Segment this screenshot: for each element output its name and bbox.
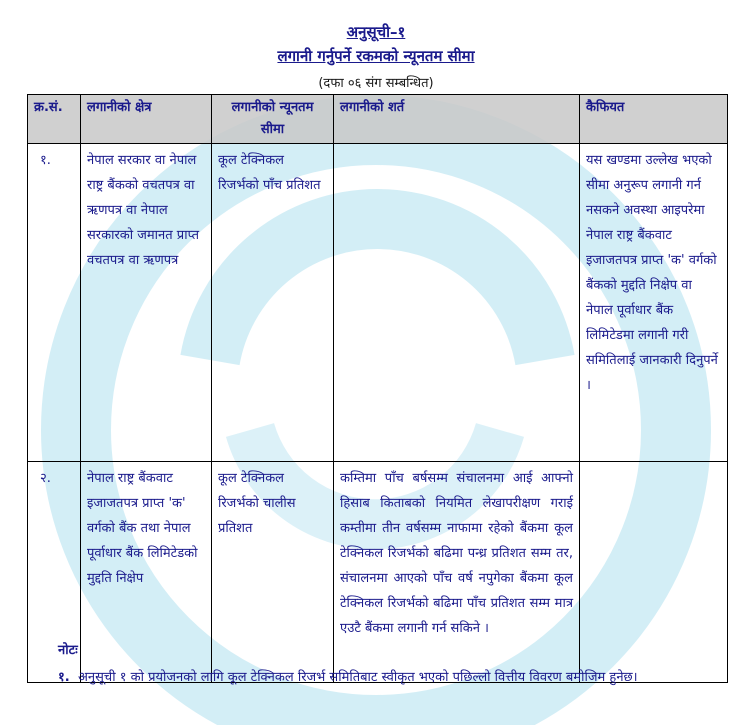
cell-sector: नेपाल सरकार वा नेपाल राष्ट्र बैंकको वचतपत्र वा ऋणपत्र वा नेपाल सरकारको जमानत प्राप्त वचतपत्र वा ऋणपत्र bbox=[81, 144, 212, 462]
section-reference: (दफा ०६ संग सम्बन्धित) bbox=[318, 76, 434, 91]
cell-min-limit: कूल टेक्निकल रिजर्भको चालीस प्रतिशत bbox=[212, 462, 334, 683]
cell-remarks: यस खण्डमा उल्लेख भएको सीमा अनुरूप लगानी गर्न नसकने अवस्था आइपरेमा नेपाल राष्ट्र बैंकवाट इजाजतपत्र प्राप्त 'क' वर्गको बैंकको मुद्दति निक्षेप वा नेपाल पूर्वाधार बैंक लिमिटेडमा लगानी गरी समितिलाई जानकारी दिनुपर्ने । bbox=[580, 144, 728, 462]
note-item bbox=[58, 665, 718, 691]
note-number: १. bbox=[58, 670, 70, 685]
table-row bbox=[28, 144, 728, 462]
investment-limit-table bbox=[27, 94, 728, 683]
cell-condition bbox=[334, 144, 580, 462]
header-remarks: कैफियत bbox=[580, 95, 728, 144]
note-text: अनुसूची १ को प्रयोजनको लागि कूल टेक्निकल रिजर्भ समितिबाट स्वीकृत भएको पछिल्लो वित्तीय विवरण बमोजिम हुनेछ। bbox=[78, 670, 638, 685]
cell-sector: नेपाल राष्ट्र बैंकवाट इजाजतपत्र प्राप्त 'क' वर्गको बैंक तथा नेपाल पूर्वाधार बैंक लिमिटेडको मुद्दति निक्षेप bbox=[81, 462, 212, 683]
cell-remarks bbox=[580, 462, 728, 683]
header-min-limit: लगानीको न्यूनतम सीमा bbox=[212, 95, 334, 144]
notes-label: नोटः bbox=[58, 643, 78, 658]
document-subtitle: लगानी गर्नुपर्ने रकमको न्यूनतम सीमा bbox=[277, 47, 475, 65]
document-title: अनुसूची–१ bbox=[346, 23, 406, 41]
cell-serial: १. bbox=[28, 144, 81, 462]
header-sector: लगानीको क्षेत्र bbox=[81, 95, 212, 144]
cell-serial: २. bbox=[28, 462, 81, 683]
table-header-row bbox=[28, 95, 728, 144]
cell-min-limit: कूल टेक्निकल रिजर्भको पाँच प्रतिशत bbox=[212, 144, 334, 462]
header-condition: लगानीको शर्त bbox=[334, 95, 580, 144]
table-row bbox=[28, 462, 728, 683]
cell-condition: कम्तिमा पाँच बर्षसम्म संचालनमा आई आफ्नो हिसाब किताबको नियमित लेखापरीक्षण गराई कम्तीमा तीन वर्षसम्म नाफामा रहेको बैंकमा कूल टेक्निकल रिजर्भको बढिमा पन्ध्र प्रतिशत सम्म तर, संचालनमा आएको पाँच वर्ष नपुगेका बैंकमा कूल टेक्निकल रिजर्भको बढिमा पाँच प्रतिशत सम्म मात्र एउटै बैंकमा लगानी गर्न सकिने । bbox=[334, 462, 580, 683]
header-serial: क्र.सं. bbox=[28, 95, 81, 144]
